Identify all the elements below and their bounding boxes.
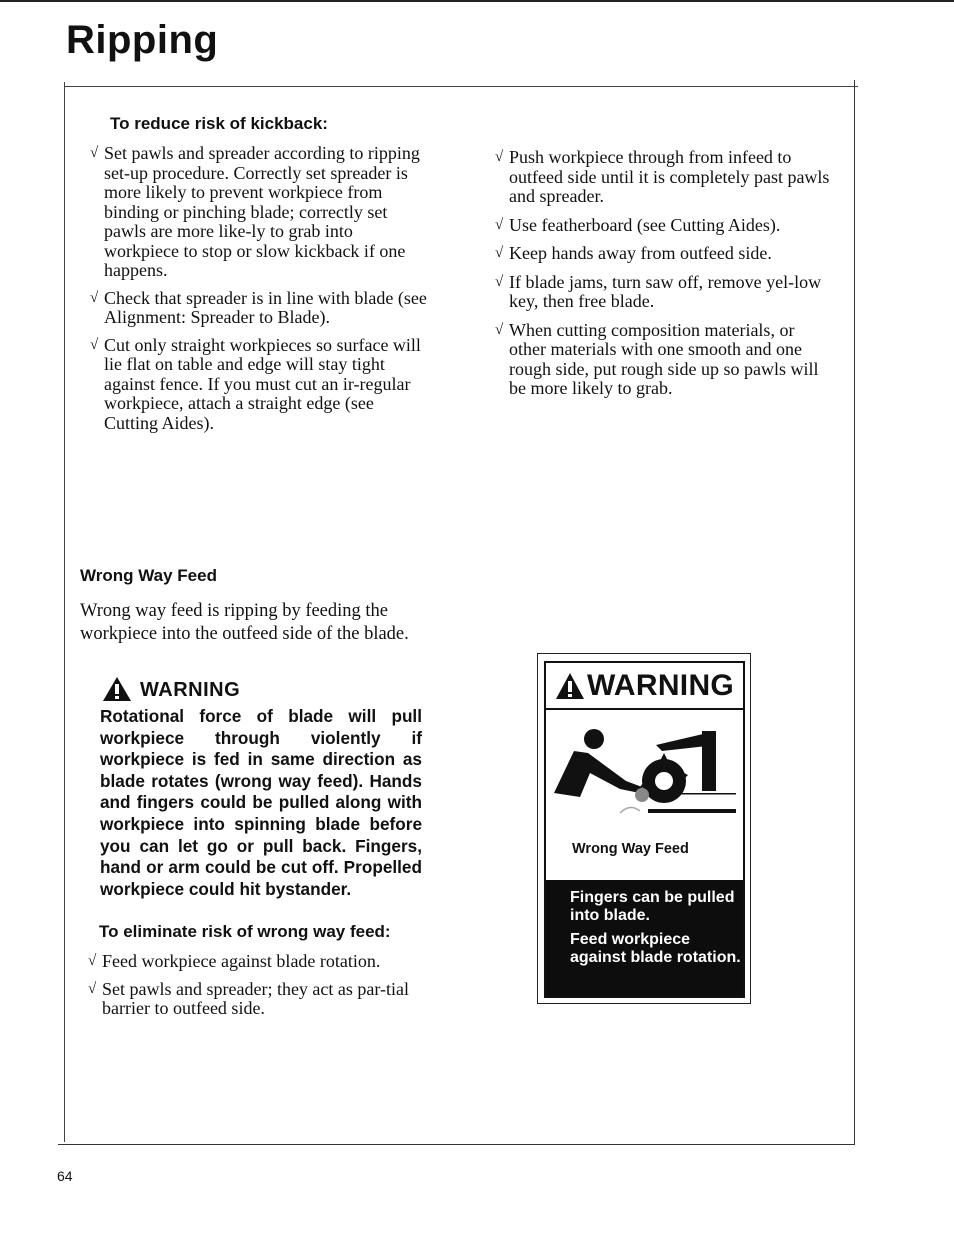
check-mark-icon: √ xyxy=(495,245,504,261)
check-mark-icon: √ xyxy=(495,321,504,338)
list-item: √ Check that spreader is in line with blade (see Alignment: Spreader to Blade). xyxy=(90,287,427,327)
check-mark-icon: √ xyxy=(90,289,99,306)
frame-left-rule xyxy=(64,82,65,1142)
sign-message-panel xyxy=(546,880,743,998)
sign-message-1: Fingers can be pulled into blade. xyxy=(570,889,735,924)
eliminate-list xyxy=(88,952,428,1027)
list-item: √ Feed workpiece against blade rotation. xyxy=(88,951,381,971)
check-mark-icon: √ xyxy=(88,953,97,969)
list-item: √ When cutting composition materials, or other materials with one smooth and one rough side, put rough side up so pawls will be more likely to grab. xyxy=(495,319,819,398)
check-mark-icon: √ xyxy=(88,980,97,997)
warning-text: Rotational force of blade will pull workpiece through violently if workpiece is fed in same direction as blade rotates (wrong way feed). Hands and fingers could be pulled along with workpiece into spinning blade before you can let go or pull back. Fingers, hand or arm could be cut off. Propelled workpiece could hit bystander. xyxy=(100,706,422,899)
page-title: Ripping xyxy=(66,18,219,62)
wrong-way-feed-pictogram xyxy=(554,723,736,833)
list-item: √ If blade jams, turn saw off, remove yel-low key, then free blade. xyxy=(495,271,822,311)
wrong-way-intro: Wrong way feed is ripping by feeding the workpiece into the outfeed side of the blade. xyxy=(80,601,409,644)
kickback-right-list xyxy=(495,148,830,408)
list-item: √ Push workpiece through from infeed to outfeed side until it is completely past pawls and spreader. xyxy=(495,147,830,206)
sign-caption: Wrong Way Feed xyxy=(572,841,689,857)
list-item: √ Cut only straight workpieces so surface will lie flat on table and edge will stay tight against fence. If you must cut an ir-regular workpiece, attach a straight edge (see Cutting Aides). xyxy=(90,334,421,433)
kickback-left-list xyxy=(90,144,430,441)
kickback-heading: To reduce risk of kickback: xyxy=(110,114,328,133)
warning-header xyxy=(102,674,240,702)
list-item: √ Set pawls and spreader according to ripping set-up procedure. Correctly set spreader is more likely to prevent workpiece from binding or pinching blade; correctly set pawls are more like-ly to grab into workpiece to stop or slow kickback if one happens. xyxy=(90,143,420,280)
wrong-way-heading: Wrong Way Feed xyxy=(80,566,217,585)
sign-title: WARNING xyxy=(586,668,735,702)
top-rule xyxy=(0,0,954,2)
page-number: 64 xyxy=(57,1168,73,1184)
check-mark-icon: √ xyxy=(495,273,504,290)
list-item: √ Set pawls and spreader; they act as par-tial barrier to outfeed side. xyxy=(88,978,410,1018)
sign-title-bar xyxy=(546,663,743,710)
list-item: √ Keep hands away from outfeed side. xyxy=(495,243,772,263)
check-mark-icon: √ xyxy=(495,216,504,233)
check-mark-icon: √ xyxy=(90,336,99,353)
warning-label: WARNING xyxy=(140,679,241,701)
check-mark-icon: √ xyxy=(495,149,504,165)
warning-triangle-icon xyxy=(555,672,585,700)
warning-sign xyxy=(544,661,745,998)
check-mark-icon: √ xyxy=(90,145,99,161)
sign-message-2: Feed workpiece against blade rotation. xyxy=(570,931,741,966)
eliminate-heading: To eliminate risk of wrong way feed: xyxy=(99,922,391,941)
warning-triangle-icon xyxy=(102,676,132,702)
list-item: √ Use featherboard (see Cutting Aides). xyxy=(495,214,781,235)
frame-top-rule xyxy=(64,86,858,87)
